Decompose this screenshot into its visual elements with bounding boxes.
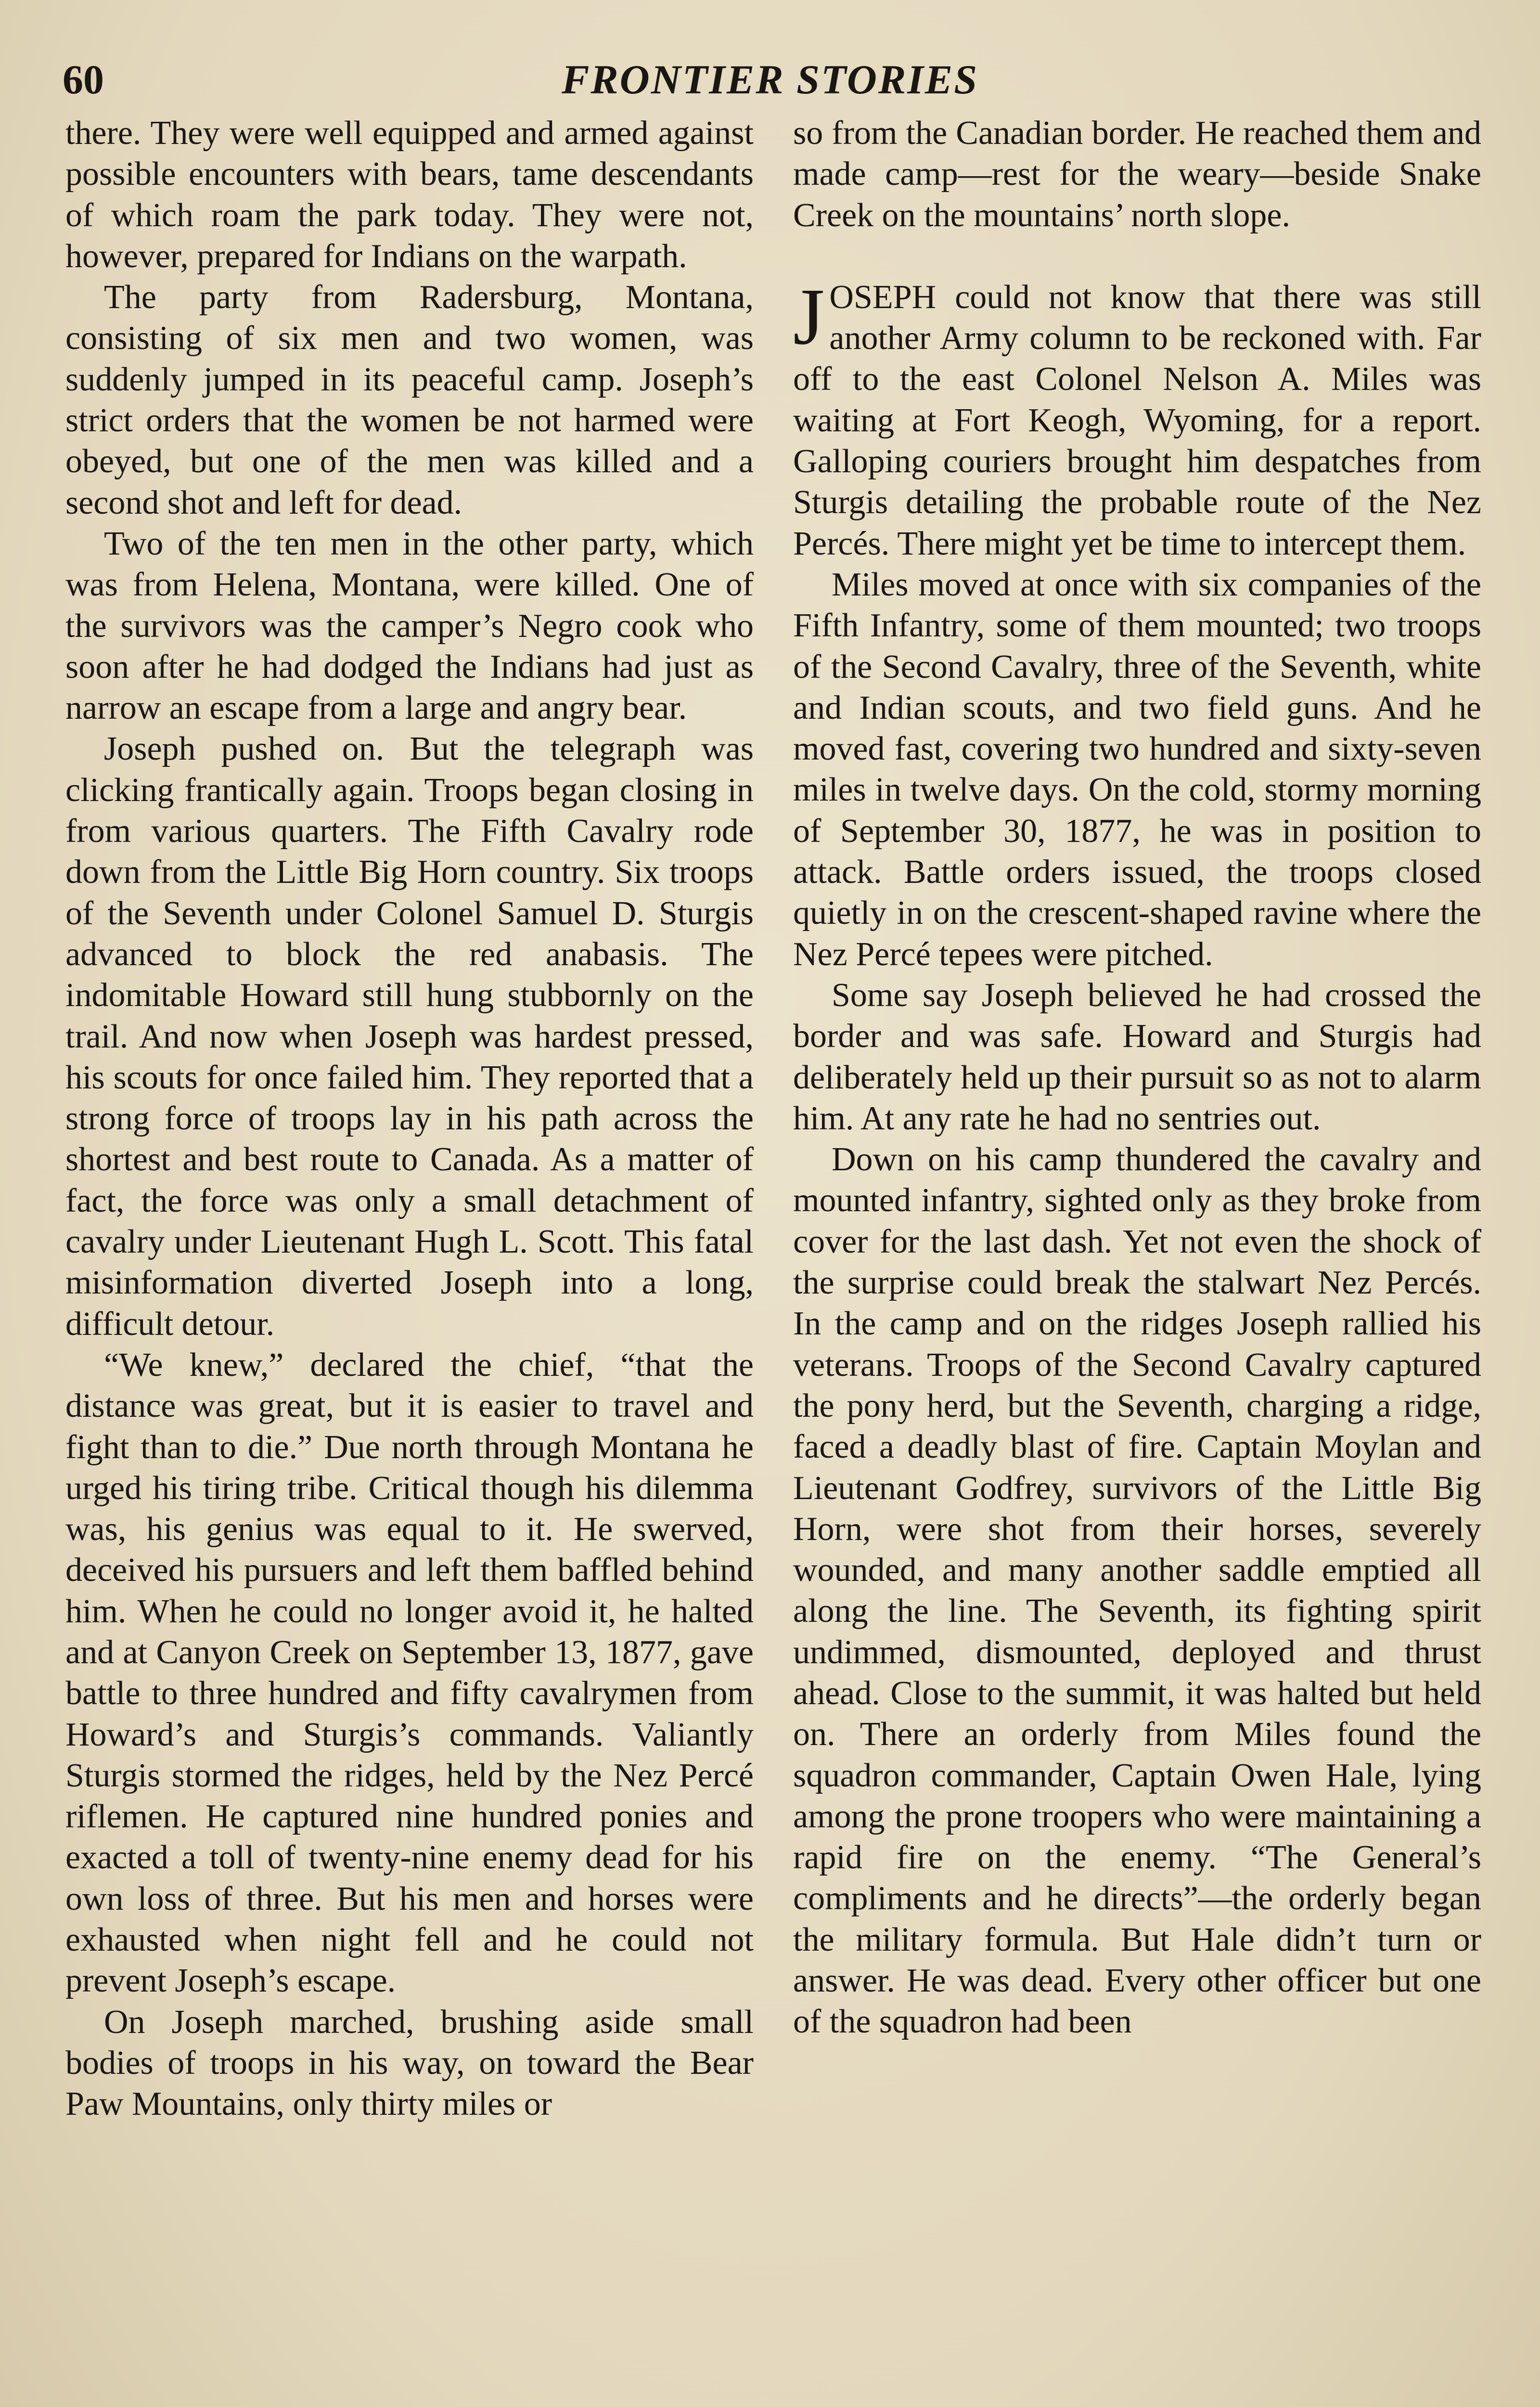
running-title: FRONTIER STORIES (561, 56, 979, 103)
right-column (793, 113, 1481, 2043)
continued-paragraph: so from the Canadian border. He reached them and made camp—rest for the weary—beside Snake Creek on the mountains’ north slope. (793, 115, 1481, 234)
paragraph: “We knew,” declared the chief, “that the distance was great, but it is easier to travel and fight than to die.” Due north through Montana he urged his tiring tribe. Critical though his dilemma was, his genius was equal to it. He swerved, deceived his pursuers and left them baffled behind him. When he could no longer avoid it, he halted and at Canyon Creek on September 13, 1877, gave battle to three hundred and fifty cavalrymen from Howard’s and Sturgis’s commands. Valiantly Sturgis stormed the ridges, held by the Nez Percé riflemen. He captured nine hundred ponies and exacted a toll of twenty-nine enemy dead for his own loss of three. But his men and horses were exhausted when night fell and he could not prevent Joseph’s escape. (65, 1346, 754, 2000)
left-column (65, 113, 754, 2125)
paragraph: Two of the ten men in the other party, which was from Helena, Montana, were killed. One of the survivors was the camper’s Negro cook who soon after he had dodged the Indians had just as narrow an escape from a large and angry bear. (65, 525, 754, 727)
page-number: 60 (63, 56, 104, 103)
paragraph: Joseph pushed on. But the telegraph was clicking frantically again. Troops began closing in from various quarters. The Fifth Cavalry rode down from the Little Big Horn country. Six troops of the Seventh under Colonel Samuel D. Sturgis advanced to block the red anabasis. The indomitable Howard still hung stubbornly on the trail. And now when Joseph was hardest pressed, his scouts for once failed him. They reported that a strong force of troops lay in his path across the shortest and best route to Canada. As a matter of fact, the force was only a small detachment of cavalry under Lieutenant Hugh L. Scott. This fatal misinformation diverted Joseph into a long, difficult detour. (65, 730, 754, 1343)
section-opening-paragraph (793, 272, 1481, 564)
paragraph: there. They were well equipped and armed against possible encounters with bears, tame descendants of which roam the park today. They were not, however, prepared for Indians on the warpath. (65, 115, 754, 275)
page-header (63, 53, 1477, 106)
paragraph: The party from Radersburg, Montana, consisting of six men and two women, was suddenly jumped in its peaceful camp. Joseph’s strict orders that the women be not harmed were obeyed, but one of the men was killed and a second shot and left for dead. (65, 279, 754, 521)
drop-cap: J (793, 272, 825, 362)
section-opening-text: OSEPH could not know that there was still another Army column to be reckoned with. Far off to the east Colonel Nelson A. Miles was waiting at Fort Keogh, Wyoming, for a report. Galloping couriers brought him despatches from Sturgis detailing the probable route of the Nez Percés. There might yet be time to intercept them. (793, 278, 1481, 562)
paragraph: On Joseph marched, brushing aside small bodies of troops in his way, on toward the Bear Paw Mountains, only thirty miles or (65, 2003, 754, 2123)
section-break (793, 236, 1481, 277)
paragraph: Down on his camp thundered the cavalry and mounted infantry, sighted only as they broke from cover for the last dash. Yet not even the shock of the surprise could break the stalwart Nez Percés. In the camp and on the ridges Joseph rallied his veterans. Troops of the Second Cavalry captured the pony herd, but the Seventh, charging a ridge, faced a deadly blast of fire. Captain Moylan and Lieutenant Godfrey, survivors of the Little Big Horn, were shot from their horses, severely wounded, and many another saddle emptied all along the line. The Seventh, its fighting spirit undimmed, dismounted, deployed and thrust ahead. Close to the summit, it was halted but held on. There an orderly from Miles found the squadron commander, Captain Owen Hale, lying among the prone troopers who were maintaining a rapid fire on the enemy. “The General’s compliments and he directs”—the orderly began the military formula. But Hale didn’t turn or answer. He was dead. Every other officer but one of the squadron had been (793, 1141, 1481, 2041)
paragraph: Some say Joseph believed he had crossed the border and was safe. Howard and Sturgis had deliberately held up their pursuit so as not to alarm him. At any rate he had no sentries out. (793, 976, 1481, 1137)
paragraph: Miles moved at once with six companies of the Fifth Infantry, some of them mounted; two troops of the Second Cavalry, three of the Seventh, white and Indian scouts, and two field guns. And he moved fast, covering two hundred and sixty-seven miles in twelve days. On the cold, stormy morning of September 30, 1877, he was in position to attack. Battle orders issued, the troops closed quietly in on the crescent-shaped ravine where the Nez Percé tepees were pitched. (793, 566, 1481, 973)
